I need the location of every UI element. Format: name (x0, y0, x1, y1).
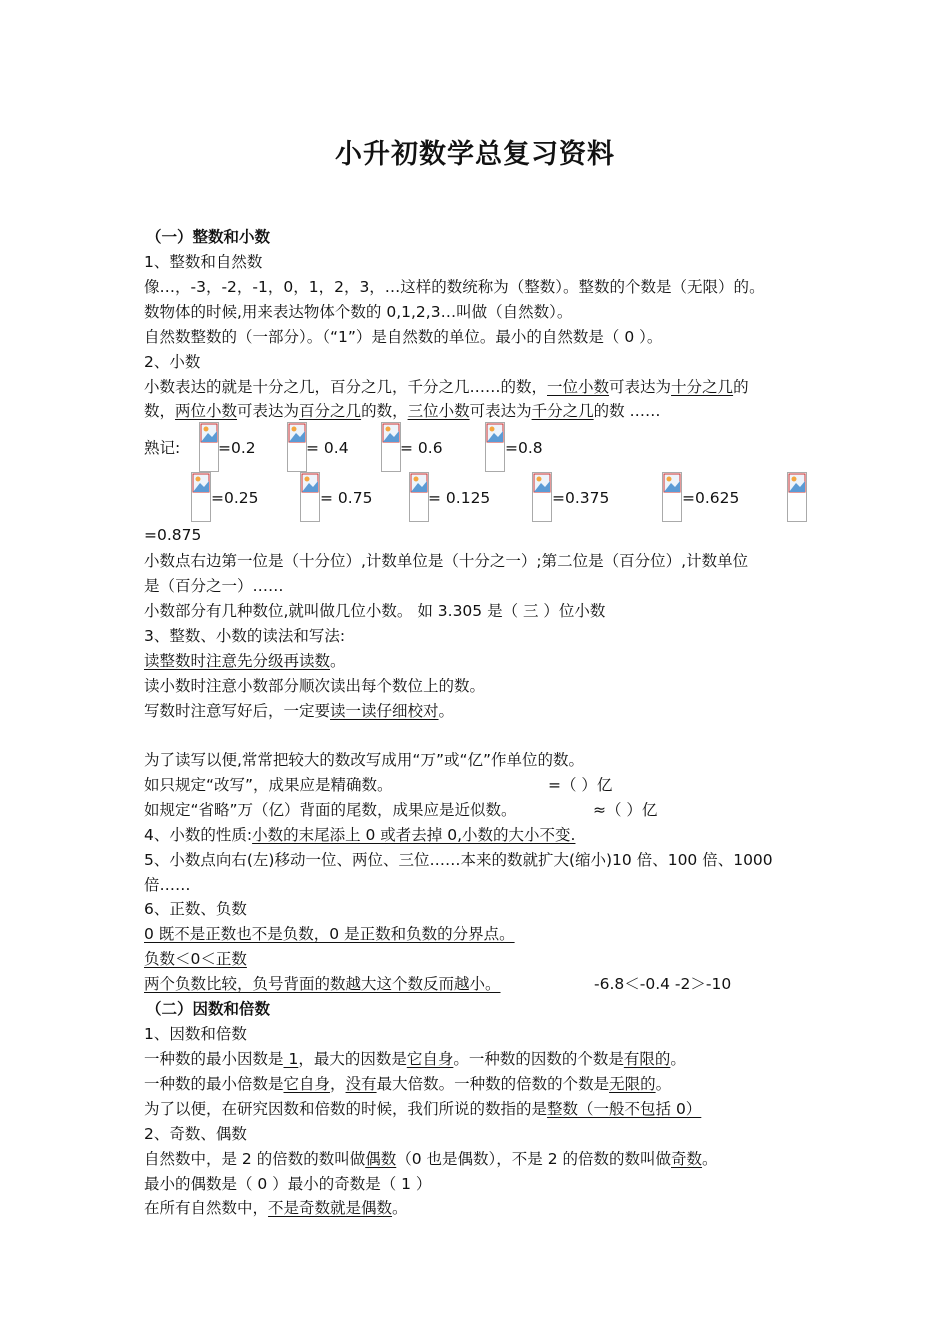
text-line (144, 376, 749, 398)
underlined-term: 先分级再读数 (237, 652, 331, 670)
text-line: 小数部分有几种数位,就叫做几位小数。 如 3.305 是（ 三 ）位小数 (144, 602, 606, 620)
text-line (144, 700, 454, 722)
text-span: 的 (733, 378, 749, 396)
subheading-positive-negative: 6、正数、负数 (144, 900, 247, 918)
underlined-term: 十分之几 (671, 378, 734, 396)
text-line (144, 1148, 718, 1170)
text-line (144, 824, 575, 846)
underlined-term: 不是奇数就是偶数 (268, 1199, 393, 1217)
text-line (144, 1098, 701, 1120)
text-line (144, 1048, 686, 1070)
text-span: 为了以便，在研究因数和倍数的时候，我们所说的数指的是 (144, 1100, 548, 1118)
text-line: 像…，-3，-2，-1，0，1，2，3，…这样的数统称为（整数）。整数的个数是（无限）的。 (144, 278, 765, 296)
text-line: 小数点右边第一位是（十分位）,计数单位是（十分之一）;第二位是（百分位）,计数单位 (144, 552, 749, 570)
text-span: 可表达为 (609, 378, 672, 396)
text-span: 的数 …… (593, 402, 661, 420)
fraction-value: =0.375 (552, 489, 610, 507)
fraction-value: =0.25 (211, 489, 259, 507)
broken-image-icon (532, 472, 552, 522)
fraction-value: =0.875 (144, 526, 202, 544)
section-heading-integers-decimals: （一）整数和小数 (146, 228, 271, 246)
underlined-term: 无限的 (609, 1075, 656, 1093)
broken-image-icon (485, 422, 505, 472)
text-span: 。 (702, 1150, 718, 1168)
text-span: 。 (655, 1075, 672, 1093)
subheading-odd-even: 2、奇数、偶数 (144, 1125, 247, 1143)
underlined-term: 偶数 (365, 1150, 397, 1168)
underlined-term: 两位小数 (175, 402, 238, 420)
text-span: 最大倍数。一种数的倍数的个数是 (376, 1075, 610, 1093)
text-line: 读小数时注意小数部分顺次读出每个数位上的数。 (144, 677, 486, 695)
fraction-value: = 0.75 (320, 489, 373, 507)
fraction-value: =0.8 (505, 439, 543, 457)
section-heading-factors-multiples: （二）因数和倍数 (146, 1000, 271, 1018)
underlined-term: 整数（一般不包括 0） (547, 1100, 702, 1118)
underlined-term: 没有 (345, 1075, 377, 1093)
text-span: 。 (392, 1199, 408, 1217)
text-span: 在所有自然数中， (144, 1199, 269, 1217)
text-line: 如只规定“改写”，成果应是精确数。 (144, 776, 393, 794)
broken-image-icon (191, 472, 211, 522)
underlined-term: 三位小数 (407, 402, 470, 420)
broken-image-icon (787, 472, 807, 522)
blank-answer: ≈（ ）亿 (593, 801, 658, 819)
text-span: 。 (670, 1050, 686, 1068)
text-line: 自然数整数的（一部分）。（“1”）是自然数的单位。最小的自然数是（ 0 ）。 (144, 328, 663, 346)
broken-image-icon (199, 422, 219, 472)
text-span: 可表达为 (237, 402, 300, 420)
text-span: 数， (144, 402, 176, 420)
text-line: 5、小数点向右(左)移动一位、两位、三位……本来的数就扩大(缩小)10 倍、100 倍、1000 (144, 851, 773, 869)
fraction-value: = 0.4 (306, 439, 349, 457)
text-line (144, 650, 346, 672)
document-title: 小升初数学总复习资料 (335, 139, 615, 170)
broken-image-icon (300, 472, 320, 522)
text-span: 。 (330, 652, 346, 670)
underlined-term: 读一读仔细校对 (330, 702, 439, 720)
fraction-value: = 0.125 (428, 489, 491, 507)
text-span: （0 也是偶数），不是 2 的倍数的数叫做 (396, 1150, 671, 1168)
underlined-term: 千分之几 (531, 402, 594, 420)
text-span: 一种数的最小因数是 (144, 1050, 284, 1068)
text-line: 如规定“省略”万（亿）背面的尾数，成果应是近似数。 (144, 801, 517, 819)
underlined-term: 奇数 (671, 1150, 703, 1168)
subheading-decimals: 2、小数 (144, 353, 201, 371)
text-line: 最小的偶数是（ 0 ）最小的奇数是（ 1 ） (144, 1175, 432, 1193)
subheading-factors: 1、因数和倍数 (144, 1025, 247, 1043)
text-span: 写数时注意写好后，一定要 (144, 702, 331, 720)
text-line: 为了读写以便,常常把较大的数改写成用“万”或“亿”作单位的数。 (144, 751, 585, 769)
broken-image-icon (662, 472, 682, 522)
text-span: 。一种数的因数的个数是 (453, 1050, 624, 1068)
underlined-term: 负数＜0＜正数 (144, 950, 247, 968)
subheading-integers-natural: 1、整数和自然数 (144, 253, 263, 271)
fraction-value: =0.625 (682, 489, 740, 507)
text-line: 倍…… (144, 876, 191, 894)
text-line (144, 1197, 408, 1219)
underlined-term: 百分之几 (299, 402, 362, 420)
text-span: 4、小数的性质: (144, 826, 253, 844)
underlined-term: 小数的末尾添上 0 或者去掉 0,小数的大小不变. (252, 826, 576, 844)
underlined-term: 有限的 (623, 1050, 671, 1068)
broken-image-icon (409, 472, 429, 522)
memorize-label: 熟记: (144, 439, 181, 457)
text-span: 一种数的最小倍数是 (144, 1075, 284, 1093)
text-line: 数物体的时候,用来表达物体个数的 0,1,2,3…叫做（自然数）。 (144, 303, 573, 321)
text-span: 的数， (361, 402, 408, 420)
fraction-value: =0.2 (218, 439, 256, 457)
underlined-term: 它自身 (406, 1050, 454, 1068)
text-span: 。 (438, 702, 455, 720)
underlined-term: 1 (283, 1050, 299, 1068)
text-line: 是（百分之一）…… (144, 577, 284, 595)
text-line (144, 400, 661, 422)
underlined-term: 它自身 (283, 1075, 331, 1093)
text-line (144, 1073, 671, 1095)
underlined-term: 读整数时注意 (144, 652, 238, 670)
example-comparison: -6.8＜-0.4 -2＞-10 (594, 975, 732, 993)
underlined-term: 0 既不是正数也不是负数，0 是正数和负数的分界点。 (144, 925, 515, 943)
blank-answer: =（ ）亿 (548, 776, 613, 794)
broken-image-icon (381, 422, 401, 472)
underlined-term: 两个负数比较，负号背面的数越大这个数反而越小。 (144, 975, 501, 993)
text-span: 可表达为 (469, 402, 532, 420)
text-span: ，最大的因数是 (298, 1050, 407, 1068)
text-span: 自然数中，是 2 的倍数的数叫做 (144, 1150, 366, 1168)
subheading-read-write: 3、整数、小数的读法和写法: (144, 627, 346, 645)
fraction-value: = 0.6 (400, 439, 443, 457)
text-span: 小数表达的就是十分之几，百分之几，千分之几……的数， (144, 378, 548, 396)
text-span: ， (330, 1075, 346, 1093)
broken-image-icon (287, 422, 307, 472)
underlined-term: 一位小数 (547, 378, 610, 396)
